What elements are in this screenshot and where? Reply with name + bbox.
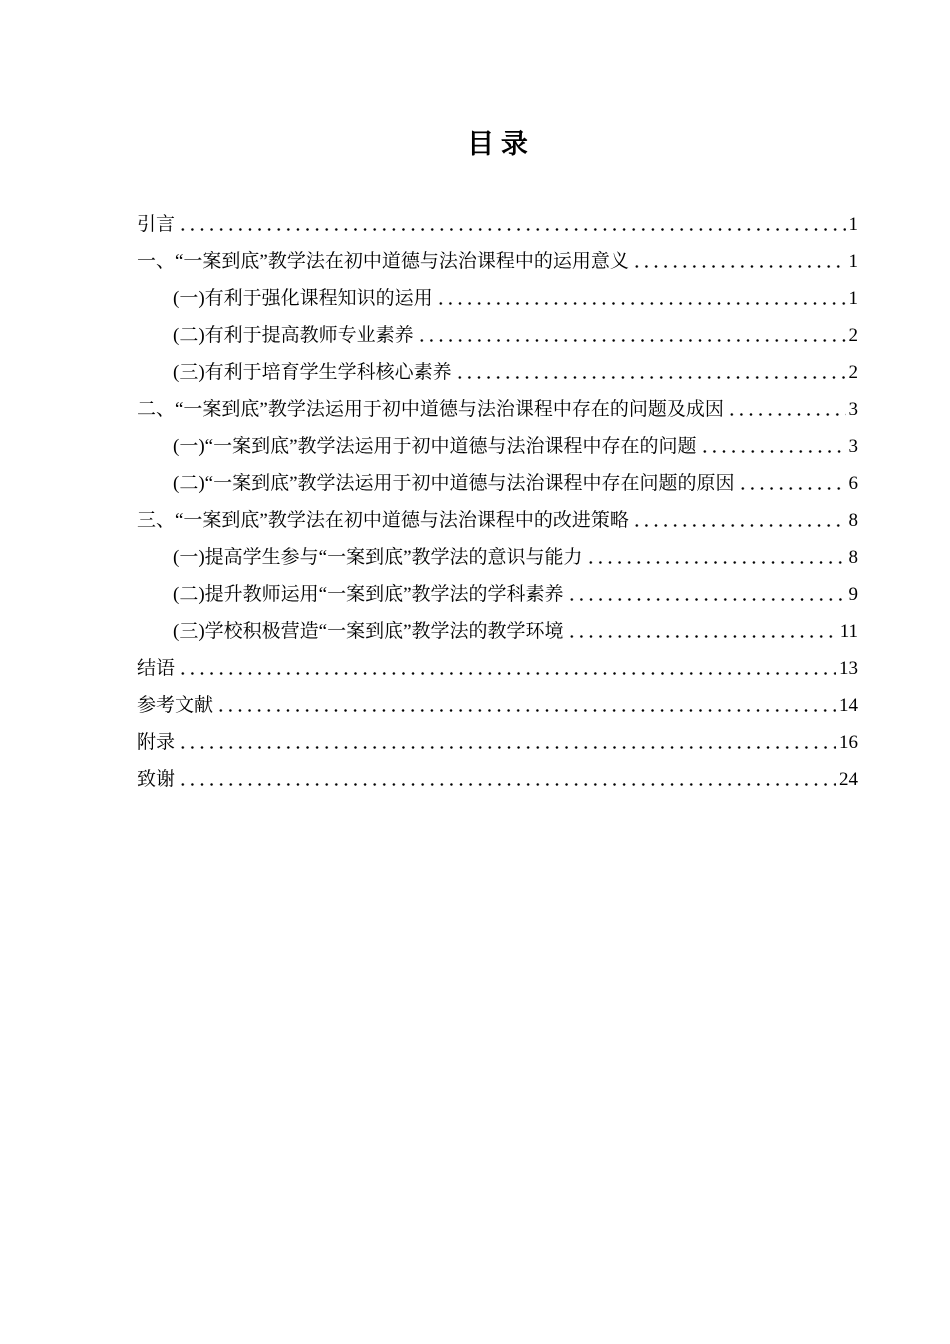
toc-entry-page: 3 [848,399,858,420]
toc-entry-page: 1 [848,288,858,309]
toc-entry-page: 14 [839,695,858,716]
toc-entry [137,613,858,650]
toc-leader-dots [727,391,846,428]
toc-entry-label: (二)提升教师运用“一案到底”教学法的学科素养 [173,584,564,605]
toc-entry [137,206,858,243]
toc-entry [137,317,858,354]
toc-entry-label: (二)有利于提高教师专业素养 [173,325,414,346]
toc-entry [137,761,858,798]
toc-entry-page: 11 [839,621,858,642]
toc-entry-page: 16 [839,732,858,753]
toc-entry-label: 引言 [137,214,176,235]
toc-entry-label: 二、“一案到底”教学法运用于初中道德与法治课程中存在的问题及成因 [137,399,724,420]
toc-leader-dots [632,502,846,539]
toc-entry-label: (二)“一案到底”教学法运用于初中道德与法治课程中存在问题的原因 [173,473,735,494]
toc-entry-label: (三)有利于培育学生学科核心素养 [173,362,452,383]
toc-entry [137,502,858,539]
toc-leader-dots [178,650,836,687]
toc-entry-label: 致谢 [137,769,176,790]
toc-entry-page: 2 [848,362,858,383]
toc-entry-label: 三、“一案到底”教学法在初中道德与法治课程中的改进策略 [137,510,629,531]
toc-leader-dots [216,687,836,724]
toc-entry [137,243,858,280]
toc-leader-dots [436,280,846,317]
toc-entry-label: 结语 [137,658,176,679]
toc-entry [137,391,858,428]
toc-entry-page: 13 [839,658,858,679]
toc-leader-dots [567,613,837,650]
toc-leader-dots [178,206,845,243]
toc-leader-dots [586,539,846,576]
toc-entry-page: 24 [839,769,858,790]
toc-entry-page: 2 [848,325,858,346]
toc-entry [137,539,858,576]
toc-leader-dots [455,354,846,391]
toc-entry [137,465,858,502]
toc-entry-label: (一)提高学生参与“一案到底”教学法的意识与能力 [173,547,583,568]
toc-entry-label: 附录 [137,732,176,753]
toc-leader-dots [178,761,836,798]
toc-entry-label: 一、“一案到底”教学法在初中道德与法治课程中的运用意义 [137,251,629,272]
toc-entry [137,354,858,391]
toc-entry [137,650,858,687]
toc-entry-page: 8 [848,510,858,531]
toc-leader-dots [700,428,846,465]
toc-entry-page: 6 [848,473,858,494]
toc-entry-page: 9 [848,584,858,605]
toc-entry-page: 1 [848,214,858,235]
toc-entry-page: 3 [848,436,858,457]
toc-entry [137,576,858,613]
toc-entry [137,280,858,317]
toc-leader-dots [567,576,846,613]
toc-list [137,206,858,798]
toc-entry-page: 1 [848,251,858,272]
toc-title: 目 录 [467,129,528,159]
toc-entry-page: 8 [848,547,858,568]
toc-entry-label: (三)学校积极营造“一案到底”教学法的教学环境 [173,621,564,642]
toc-entry [137,687,858,724]
toc-entry [137,724,858,761]
toc-entry-label: (一)“一案到底”教学法运用于初中道德与法治课程中存在的问题 [173,436,697,457]
toc-entry-label: (一)有利于强化课程知识的运用 [173,288,433,309]
toc-entry [137,428,858,465]
toc-leader-dots [738,465,846,502]
toc-leader-dots [417,317,846,354]
toc-entry-label: 参考文献 [137,695,214,716]
toc-leader-dots [178,724,836,761]
toc-leader-dots [632,243,846,280]
